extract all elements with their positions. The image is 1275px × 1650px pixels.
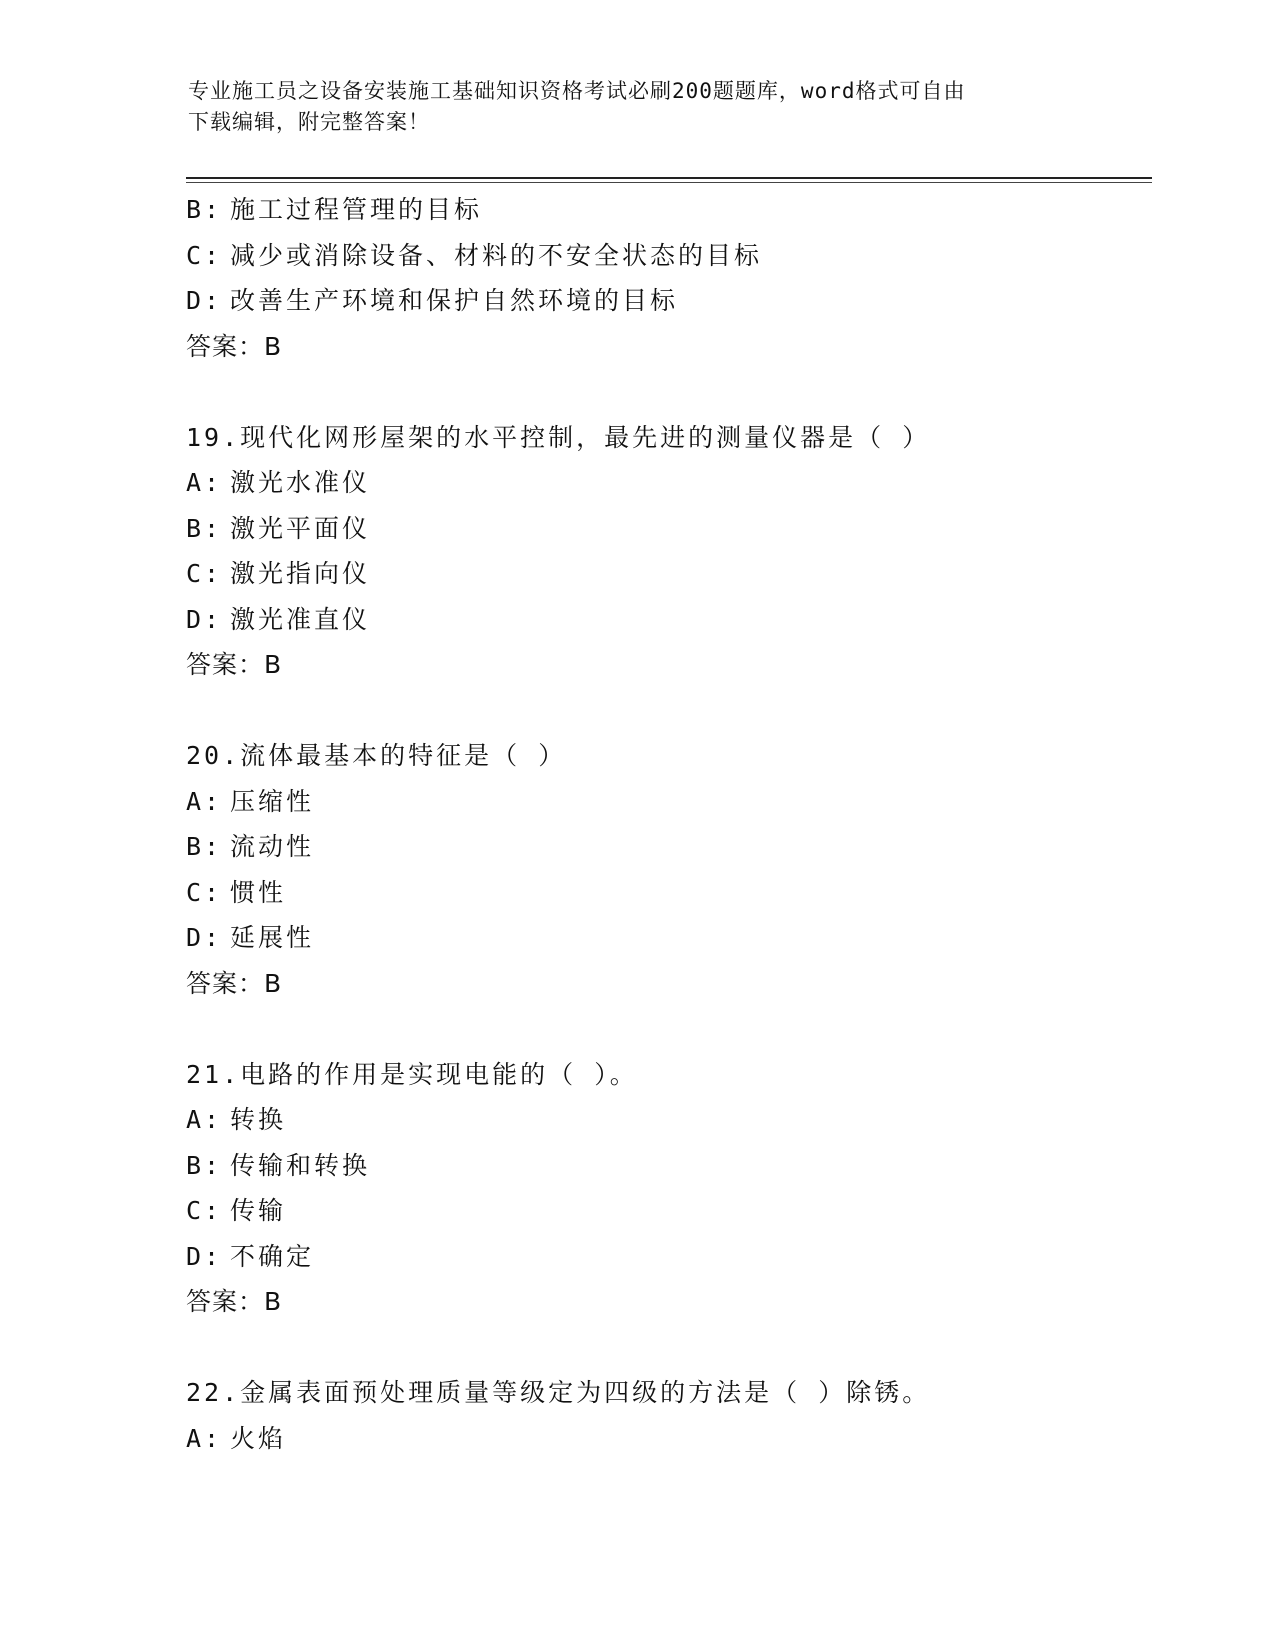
option-label: A: [186,1105,223,1134]
header-divider-thin [186,182,1152,183]
question-18 [186,187,1146,369]
answer-line: 答案：B [186,331,283,361]
answer-line: 答案：B [186,1287,283,1316]
option-label: B: [186,832,223,861]
question-stem: 22.金属表面预处理质量等级定为四级的方法是（ ）除锈。 [186,1378,931,1407]
option-text: 传输 [230,1196,287,1225]
option-c [186,1188,1146,1234]
header-title-line-2: 下载编辑，附完整答案！ [188,110,430,134]
option-text: 惯性 [230,877,287,907]
option-b [186,506,1146,552]
option-label: C: [186,559,223,588]
option-d [186,278,1146,324]
option-label: A: [186,1423,223,1453]
option-label: B: [186,1150,223,1180]
option-label: A: [186,786,223,816]
option-b [186,1143,1146,1189]
answer-line: 答案：B [186,650,283,679]
option-a [186,779,1146,825]
option-label: D: [186,604,223,634]
option-text: 减少或消除设备、材料的不安全状态的目标 [230,240,763,270]
question-spacer [186,369,1146,415]
question-stem: 19.现代化网形屋架的水平控制，最先进的测量仪器是（ ） [186,422,931,452]
option-a [186,1416,1146,1462]
option-d [186,597,1146,643]
option-label: C: [186,240,223,270]
option-d [186,1234,1146,1280]
option-b [186,187,1146,233]
option-text: 改善生产环境和保护自然环境的目标 [230,286,679,315]
question-stem: 20.流体最基本的特征是（ ） [186,741,567,770]
option-text: 激光准直仪 [230,604,371,634]
option-d [186,915,1146,961]
option-text: 激光水准仪 [230,468,371,497]
option-text: 转换 [230,1105,287,1134]
question-list [186,187,1146,1461]
option-text: 压缩性 [230,786,315,816]
option-label: D: [186,286,223,315]
option-text: 施工过程管理的目标 [230,195,483,224]
option-text: 传输和转换 [230,1150,371,1180]
option-text: 流动性 [230,832,315,861]
option-label: D: [186,1241,223,1271]
option-a [186,1097,1146,1143]
option-b [186,824,1146,870]
option-label: D: [186,923,223,952]
header-title-line-1: 专业施工员之设备安装施工基础知识资格考试必刷200题题库，word格式可自由 [188,79,966,103]
option-c [186,870,1146,916]
question-20 [186,733,1146,1006]
option-text: 激光平面仪 [230,513,371,543]
question-21 [186,1052,1146,1325]
question-spacer [186,688,1146,734]
option-label: B: [186,513,223,543]
option-label: C: [186,1196,223,1225]
option-a [186,460,1146,506]
option-text: 火焰 [230,1423,287,1453]
question-spacer [186,1325,1146,1371]
question-22 [186,1370,1146,1461]
option-text: 不确定 [230,1241,315,1271]
header-divider-thick [186,177,1152,179]
question-stem: 21.电路的作用是实现电能的（ ）。 [186,1059,638,1089]
option-text: 激光指向仪 [230,559,371,588]
option-c [186,551,1146,597]
option-text: 延展性 [230,923,315,952]
option-label: C: [186,877,223,907]
document-header [188,76,1068,138]
question-spacer [186,1006,1146,1052]
option-c [186,233,1146,279]
question-19 [186,415,1146,688]
answer-line: 答案：B [186,968,283,998]
option-label: B: [186,195,223,224]
option-label: A: [186,468,223,497]
